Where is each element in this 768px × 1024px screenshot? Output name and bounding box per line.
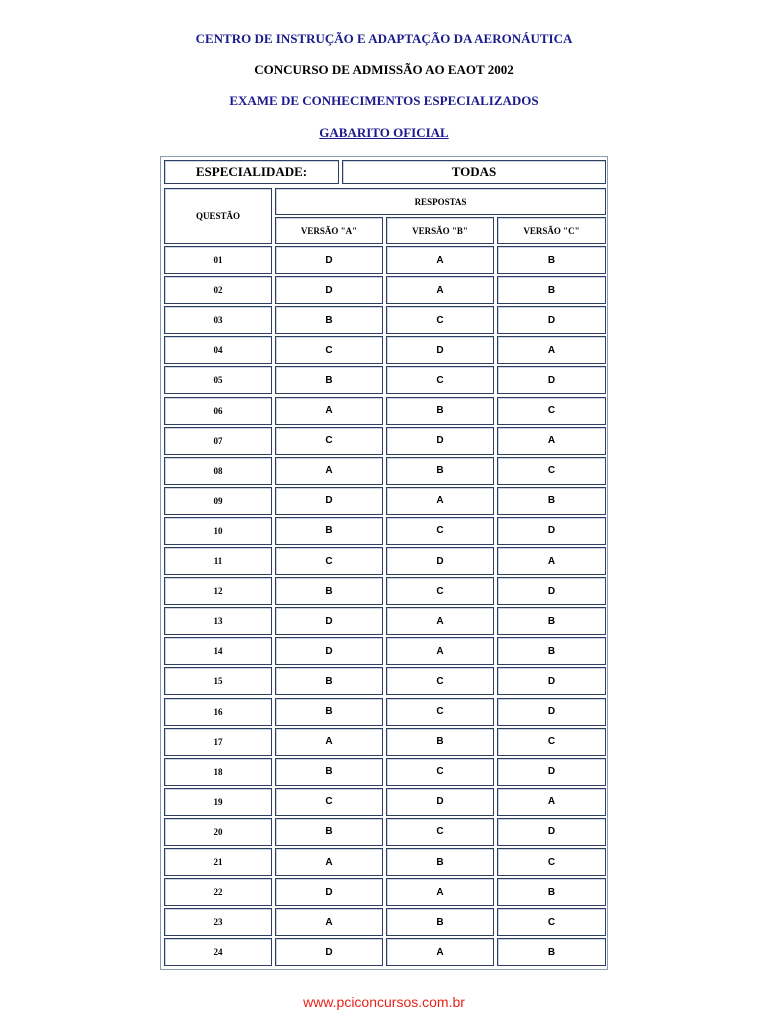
answer-version-b: D	[386, 427, 494, 455]
answer-version-c: A	[497, 788, 606, 816]
answer-version-b: B	[386, 397, 494, 425]
answer-version-b: C	[386, 698, 494, 726]
answer-version-a: B	[275, 306, 383, 334]
answer-version-c: D	[497, 366, 606, 394]
answer-version-b: D	[386, 336, 494, 364]
question-number: 11	[164, 547, 272, 575]
question-number: 15	[164, 667, 272, 695]
question-number: 21	[164, 848, 272, 876]
question-number: 02	[164, 276, 272, 304]
answer-version-c: D	[497, 517, 606, 545]
answer-version-c: D	[497, 667, 606, 695]
answer-version-b: C	[386, 517, 494, 545]
answer-version-c: C	[497, 908, 606, 936]
answer-version-b: A	[386, 878, 494, 906]
answer-key-table	[160, 156, 608, 970]
answer-version-b: C	[386, 577, 494, 605]
answer-version-a: B	[275, 366, 383, 394]
answer-version-a: D	[275, 607, 383, 635]
answer-version-a: C	[275, 427, 383, 455]
answer-version-c: B	[497, 607, 606, 635]
question-number: 13	[164, 607, 272, 635]
version-b-header: VERSÃO "B"	[386, 217, 494, 244]
answer-version-a: D	[275, 938, 383, 966]
institution-title: CENTRO DE INSTRUÇÃO E ADAPTAÇÃO DA AERONÁUTICA	[195, 31, 573, 46]
answer-version-c: D	[497, 698, 606, 726]
answer-version-a: B	[275, 758, 383, 786]
answer-version-b: C	[386, 306, 494, 334]
answer-version-c: A	[497, 547, 606, 575]
question-number: 01	[164, 246, 272, 274]
answer-version-c: C	[497, 728, 606, 756]
answer-version-a: C	[275, 788, 383, 816]
answer-version-c: B	[497, 878, 606, 906]
question-number: 18	[164, 758, 272, 786]
question-number: 14	[164, 637, 272, 665]
answer-version-b: C	[386, 366, 494, 394]
question-number: 17	[164, 728, 272, 756]
specialty-value: TODAS	[342, 160, 606, 184]
answer-version-a: B	[275, 667, 383, 695]
answer-version-a: B	[275, 818, 383, 846]
specialty-label: ESPECIALIDADE:	[164, 160, 339, 184]
question-number: 05	[164, 366, 272, 394]
answer-version-c: D	[497, 758, 606, 786]
answer-version-a: C	[275, 547, 383, 575]
answer-key-title: GABARITO OFICIAL	[319, 125, 449, 140]
answer-version-a: D	[275, 637, 383, 665]
question-number: 22	[164, 878, 272, 906]
question-number: 23	[164, 908, 272, 936]
exam-title: EXAME DE CONHECIMENTOS ESPECIALIZADOS	[229, 93, 539, 108]
answer-version-c: B	[497, 487, 606, 515]
version-a-header: VERSÃO "A"	[275, 217, 383, 244]
answer-version-c: B	[497, 637, 606, 665]
question-number: 04	[164, 336, 272, 364]
contest-title: CONCURSO DE ADMISSÃO AO EAOT 2002	[254, 62, 514, 77]
answer-version-b: A	[386, 607, 494, 635]
answer-version-a: A	[275, 457, 383, 485]
answer-version-a: A	[275, 397, 383, 425]
answer-version-b: C	[386, 758, 494, 786]
answer-version-a: D	[275, 487, 383, 515]
question-number: 10	[164, 517, 272, 545]
answer-version-a: B	[275, 517, 383, 545]
question-number: 16	[164, 698, 272, 726]
answer-version-b: B	[386, 908, 494, 936]
answer-version-b: B	[386, 457, 494, 485]
answer-version-a: D	[275, 878, 383, 906]
question-number: 06	[164, 397, 272, 425]
version-c-header: VERSÃO "C"	[497, 217, 606, 244]
answer-version-a: D	[275, 246, 383, 274]
answer-version-c: C	[497, 848, 606, 876]
answer-version-a: A	[275, 908, 383, 936]
question-number: 03	[164, 306, 272, 334]
answer-version-b: B	[386, 848, 494, 876]
question-number: 08	[164, 457, 272, 485]
answer-version-b: A	[386, 246, 494, 274]
answers-header: RESPOSTAS	[275, 188, 606, 215]
answer-version-c: B	[497, 938, 606, 966]
answer-version-a: B	[275, 577, 383, 605]
question-number: 24	[164, 938, 272, 966]
answer-version-b: A	[386, 276, 494, 304]
answer-version-c: C	[497, 397, 606, 425]
answer-version-b: C	[386, 667, 494, 695]
answer-version-b: D	[386, 547, 494, 575]
answer-version-a: A	[275, 728, 383, 756]
answer-version-c: B	[497, 246, 606, 274]
question-number: 09	[164, 487, 272, 515]
answer-version-b: A	[386, 938, 494, 966]
answer-version-a: C	[275, 336, 383, 364]
answer-version-a: B	[275, 698, 383, 726]
answer-version-b: A	[386, 637, 494, 665]
question-number: 20	[164, 818, 272, 846]
question-header: QUESTÃO	[164, 188, 272, 244]
answer-version-c: A	[497, 336, 606, 364]
answer-version-a: A	[275, 848, 383, 876]
answer-version-c: D	[497, 306, 606, 334]
footer-link[interactable]: www.pciconcursos.com.br	[303, 994, 465, 1010]
answer-version-b: B	[386, 728, 494, 756]
answer-version-c: A	[497, 427, 606, 455]
question-number: 19	[164, 788, 272, 816]
answer-version-a: D	[275, 276, 383, 304]
question-number: 07	[164, 427, 272, 455]
answer-version-c: B	[497, 276, 606, 304]
answer-version-b: D	[386, 788, 494, 816]
answer-version-b: C	[386, 818, 494, 846]
question-number: 12	[164, 577, 272, 605]
answer-version-c: D	[497, 577, 606, 605]
answer-version-b: A	[386, 487, 494, 515]
answer-version-c: D	[497, 818, 606, 846]
answer-version-c: C	[497, 457, 606, 485]
